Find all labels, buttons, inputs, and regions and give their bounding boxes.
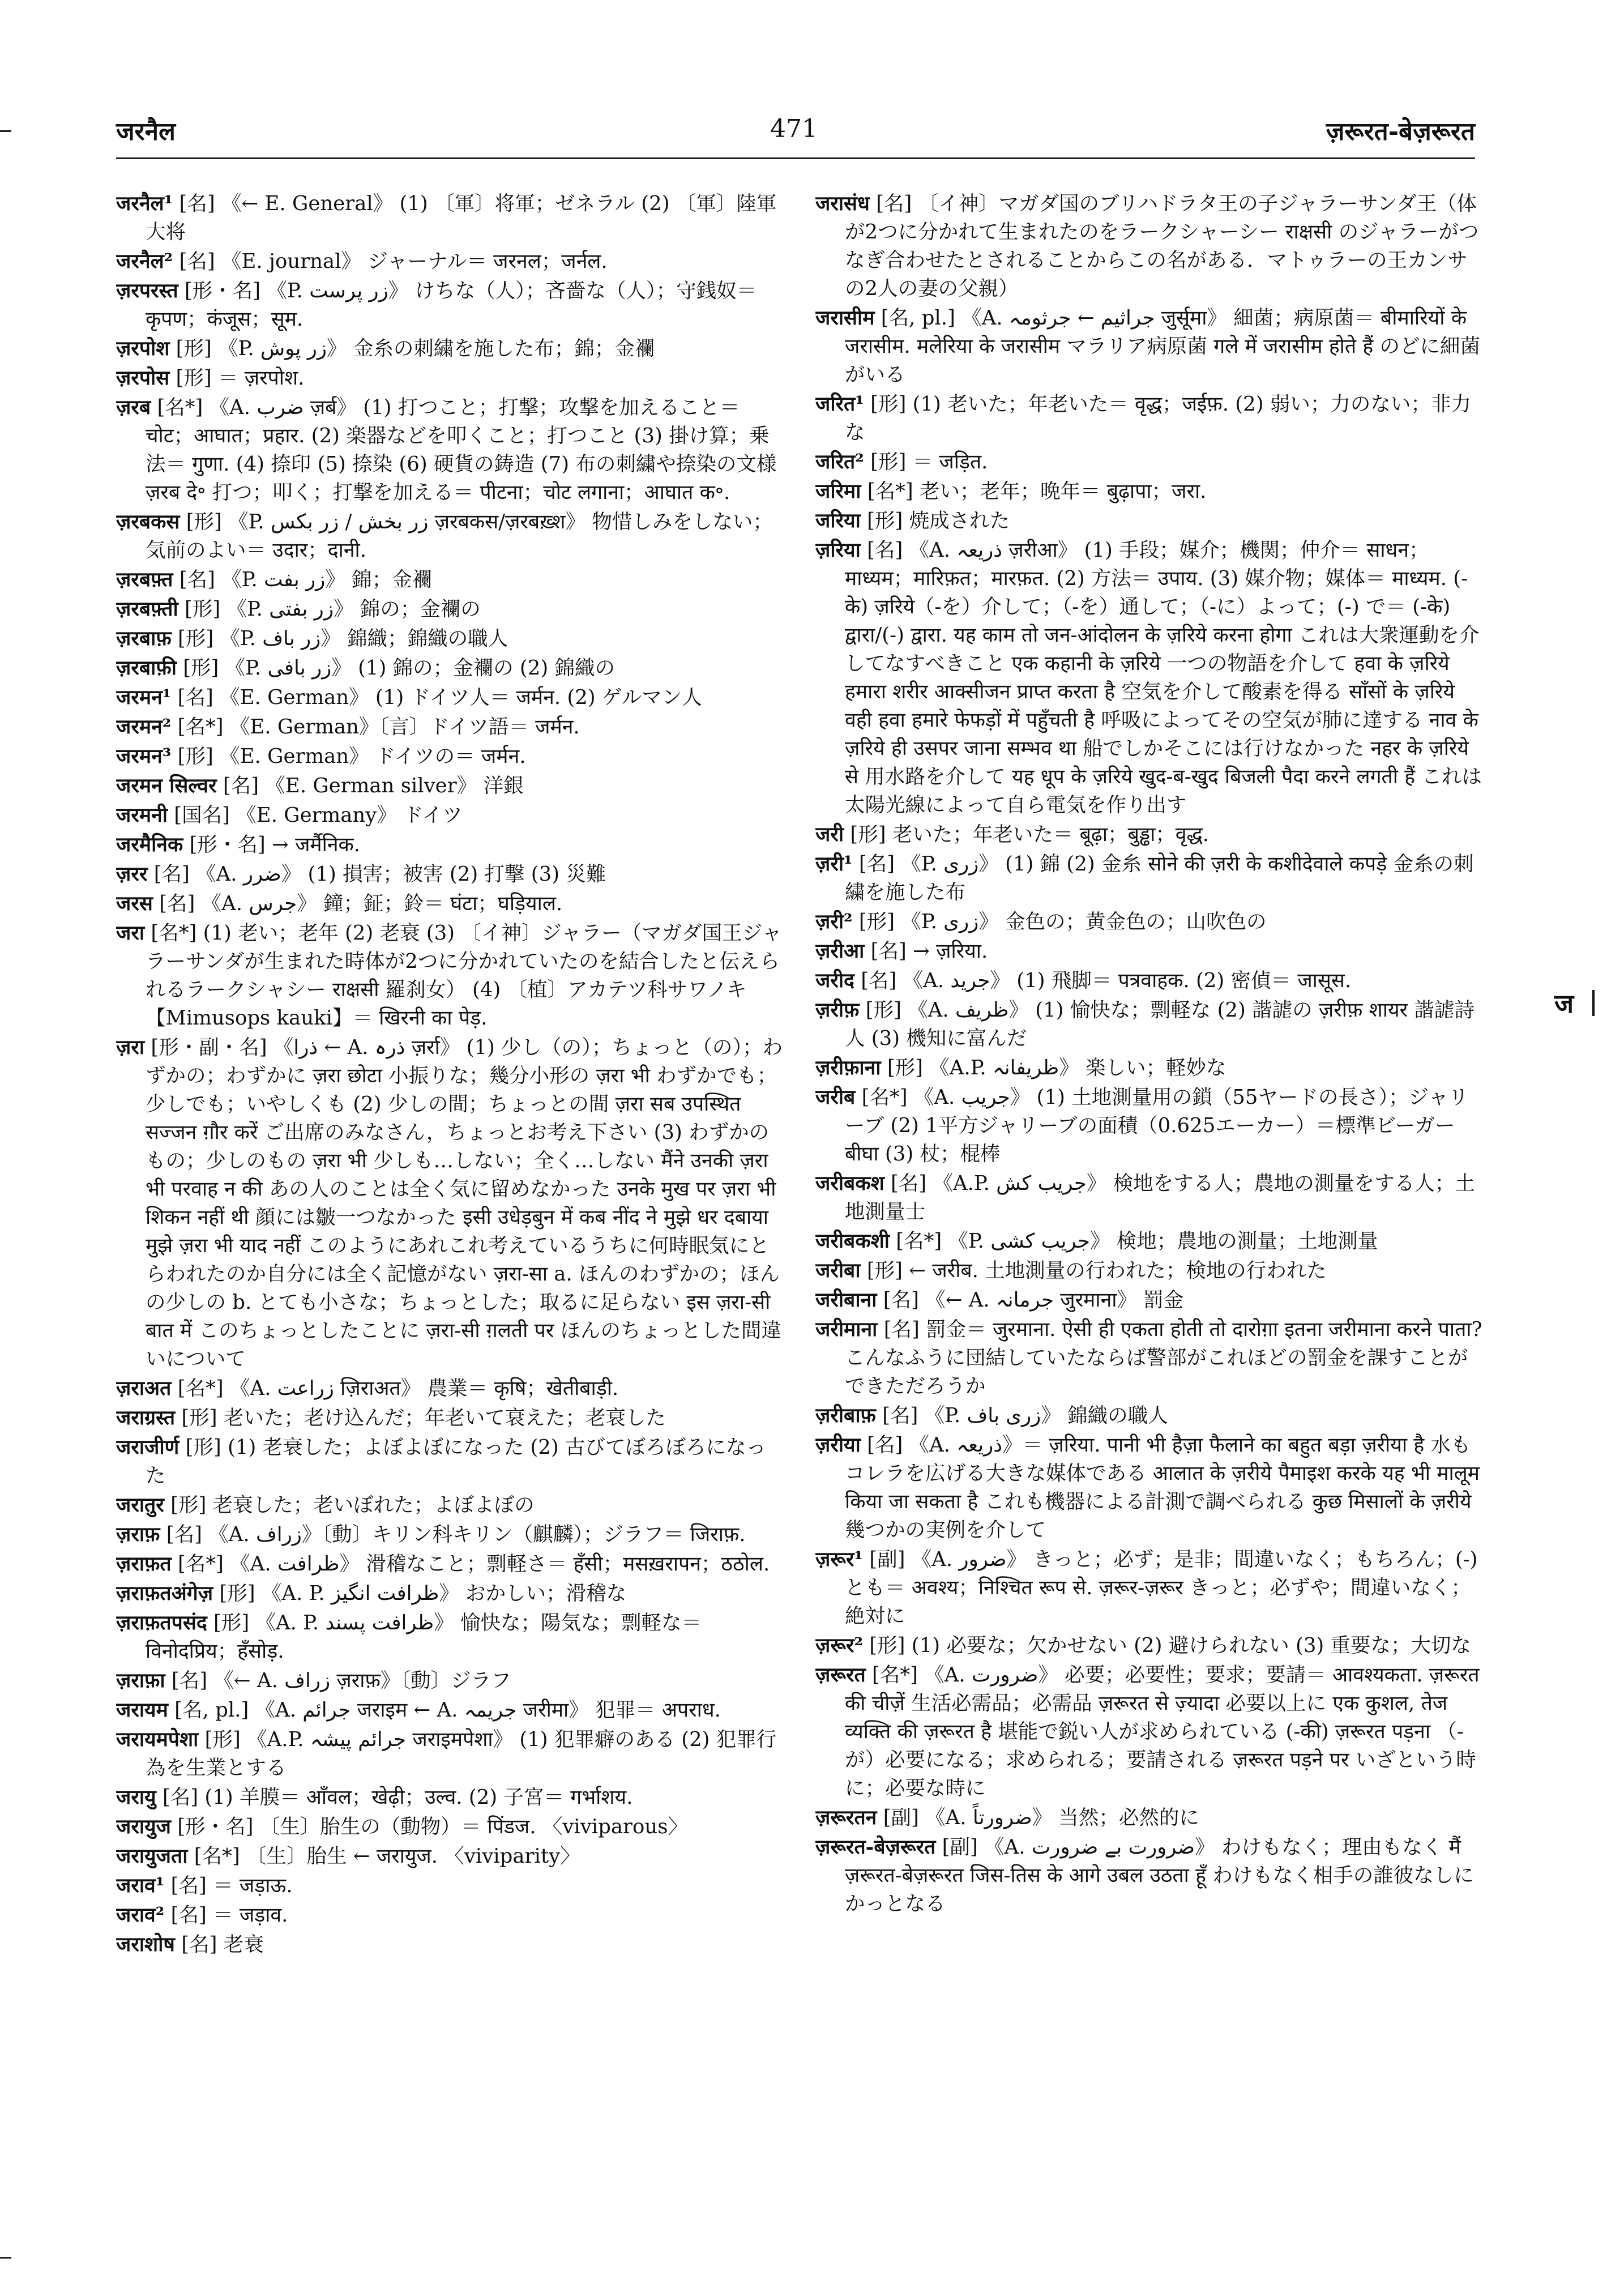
- dictionary-entry: [815, 850, 1484, 907]
- headword: जरी: [815, 823, 844, 846]
- dictionary-entry: [116, 831, 784, 859]
- headword: जरनैल²: [116, 250, 173, 273]
- headword: जरायुजता: [116, 1845, 188, 1868]
- headword: ज़रबाफ़: [116, 627, 172, 650]
- dictionary-entry: [815, 190, 1484, 303]
- definition: [形] 《P. زر بفتی》 錦の；金襴の: [185, 597, 481, 621]
- headword: ज़रीबाफ़: [815, 1404, 876, 1427]
- dictionary-entry: [116, 1521, 784, 1549]
- headword: ज़रिया: [815, 539, 861, 562]
- headword: जरासीम: [815, 306, 875, 330]
- definition: [名*] 〔生〕胎生 ← जरायुज. 〈viviparity〉: [194, 1845, 580, 1868]
- definition: [名] 《A. ضرر》 (1) 損害；被害 (2) 打撃 (3) 災難: [153, 863, 606, 886]
- definition: [形] ＝ ज़रपोश.: [176, 366, 305, 390]
- definition: [名*] 《A. ظرافت》 滑稽なこと；剽軽さ＝ हँसी；मसख़रापन；ठठोल.: [177, 1552, 770, 1576]
- left-edge-mark: [0, 130, 11, 132]
- headword: ज़रूरतन: [815, 1806, 877, 1829]
- dictionary-entry: [116, 1433, 784, 1490]
- headword: ज़रपोस: [116, 366, 170, 390]
- dictionary-entry: [815, 1431, 1484, 1544]
- headword: जराशोष: [116, 1933, 175, 1956]
- dictionary-entry: [116, 684, 784, 712]
- dictionary-entry: [815, 1402, 1484, 1430]
- headword: जरस: [116, 892, 153, 915]
- definition: [形] 《E. German》 ドイツの＝ जर्मन.: [177, 745, 526, 768]
- headword: ज़री²: [815, 910, 853, 933]
- dictionary-entry: [116, 1783, 784, 1812]
- dictionary-entry: [116, 1375, 784, 1403]
- definition: [形] 老衰した；老いぼれた；よぼよぼの: [170, 1493, 535, 1517]
- page-number: 471: [770, 114, 818, 143]
- headword: जरनैल¹: [116, 192, 173, 215]
- definition: [名] 《P. زر بفت》 錦；金襴: [179, 568, 433, 591]
- dictionary-entry: [116, 335, 784, 363]
- headword: ज़रपोश: [116, 337, 170, 360]
- headword: जरमन³: [116, 745, 172, 768]
- definition: [形] 《A. P. ظرافت انگیز》 おかしい；滑稽な: [219, 1582, 627, 1605]
- dictionary-entry: [815, 967, 1484, 995]
- dictionary-entry: [116, 1842, 784, 1871]
- thumb-index-letter: ज: [1554, 988, 1574, 1019]
- definition: [名*] (1) 老い；老年 (2) 老衰 (3) 〔イ神〕ジャラー（マガダ国王ジャラーサンダが生まれた時体が2つに分かれていたのを結合したと伝えられるラークシャシー राक्षसी 羅刹女） (4) 〔植〕アカテツ科サワノキ【Mimusops kauki】＝ खिरनी का पेड़.: [146, 921, 782, 1030]
- dictionary-entry: [815, 1170, 1484, 1226]
- definition: [形] 《A.P. جرائم پیشہ जराइमपेशा》 (1) 犯罪癖のある (2) 犯罪行為を生業とする: [146, 1728, 777, 1779]
- definition: [名*] 《A. زراعت ज़िराअत》 農業＝ कृषि；खेतीबाड़ी.: [177, 1377, 619, 1400]
- headword: जरित¹: [815, 392, 864, 416]
- definition: [名] 《A. ذریعہ ज़रीआ》 (1) 手段；媒介；機関；仲介＝ साधन；माध्यम；मारिफ़त；मारफ़त. (2) 方法＝ उपाय. (3) 媒介物；媒体＝ माध्यम. (-के) ज़रिये（-を）介して；（-を）通して；（-に）よって；(-) で＝ (-के) द्वारा/(-) द्वारा. यह काम तो जन-आंदोलन के ज़रिये करना होगा これは大衆運動を介してなすべきこと एक कहानी के ज़रिये 一つの物語を介して हवा के ज़रिये हमारा शरीर आक्सीजन प्राप्त करता है 空気を介して酸素を得る साँसों के ज़रिये वही हवा हमारे फेफड़ों में पहुँचती है 呼吸によってその空気が肺に達する नाव के ज़रिये ही उसपर जाना सम्भव था 船でしかそこには行けなかった नहर के ज़रिये से 用水路を介して यह धूप के ज़रिये खुद-ब-खुद बिजली पैदा करने लगती हैं これは太陽光線によって自ら電気を作り出す: [845, 539, 1482, 817]
- dictionary-entry: [815, 1804, 1484, 1832]
- dictionary-entry: [815, 996, 1484, 1053]
- headword: ज़राफ़त: [116, 1552, 172, 1576]
- dictionary-entry: [815, 448, 1484, 476]
- definition: [名] 《P. زری》 (1) 錦 (2) 金糸 सोने की ज़री के कशीदेवाले कपड़े 金糸の刺繍を施した布: [845, 852, 1474, 904]
- definition: [副] 《A. ضرورتاً》 当然；必然的に: [883, 1806, 1199, 1829]
- dictionary-entry: [815, 1257, 1484, 1285]
- dictionary-entry: [116, 190, 784, 246]
- definition: [形] 《P. زر بخش / زر بکس ज़रबकस/ज़रबख़्श》 物惜しみをしない；気前のよい＝ उदार；दानी.: [146, 510, 773, 562]
- dictionary-entry: [116, 1667, 784, 1695]
- definition: [副] 《A. ضرور》 きっと；必ず；是非；間違いなく；もちろん；(-) とも＝ अवश्य；निश्चित रूप से. ज़रूर-ज़रूर きっと；必ずや；間違いなく；絶対に: [845, 1548, 1478, 1628]
- thumb-index-bar: [1592, 990, 1595, 1016]
- definition: [名] 《← E. General》 (1) 〔軍〕将軍；ゼネラル (2) 〔軍〕陸軍大将: [146, 192, 777, 244]
- dictionary-entry: [116, 1404, 784, 1432]
- headword: ज़राफ़: [116, 1523, 160, 1546]
- headword: जरीमाना: [815, 1318, 878, 1341]
- definition: [名] 《E. German》 (1) ドイツ人＝ जर्मन. (2) ゲルマン人: [177, 686, 702, 709]
- headword: जरायु: [116, 1786, 156, 1809]
- headword: जरमन सिल्वर: [116, 774, 217, 797]
- dictionary-entry: [815, 390, 1484, 447]
- dictionary-entry: [116, 772, 784, 800]
- dictionary-entry: [116, 1813, 784, 1841]
- definition: [名*] 《A. ضرب ज़र्ब》 (1) 打つこと；打撃；攻撃を加えること＝ चोट；आघात；प्रहार. (2) 楽器などを叩くこと；打つこと (3) 掛け算；乗法＝ गुणा. (4) 捺印 (5) 捺染 (6) 硬貨の鋳造 (7) 布の刺繍や捺染の文様 ज़रब दे॰ 打つ；叩く；打撃を加える＝ पीटना；चोट लगाना；आघात क॰.: [146, 396, 777, 504]
- dictionary-entry: [116, 890, 784, 918]
- header-last-word: ज़रूरत-बेज़रूरत: [1326, 117, 1475, 146]
- headword: ज़रा: [116, 1036, 145, 1059]
- headword: जराजीर्ण: [116, 1436, 180, 1459]
- definition: [名*] 《P. جریب کشی》 検地；農地の測量；土地測量: [896, 1230, 1378, 1253]
- headword: ज़राफ़तपसंद: [116, 1611, 207, 1634]
- headword: ज़री¹: [815, 852, 853, 876]
- definition: [形] 《P. زری》 金色の；黄金色の；山吹色の: [858, 910, 1267, 933]
- dictionary-entry: [815, 908, 1484, 936]
- dictionary-entry: [116, 1609, 784, 1666]
- dictionary-entry: [116, 801, 784, 830]
- headword: ज़रूर¹: [815, 1548, 863, 1571]
- headword: ज़रर: [116, 863, 148, 886]
- headword: जरमन¹: [116, 686, 172, 709]
- dictionary-entry: [815, 1316, 1484, 1401]
- definition: [形] ← जरीब. 土地測量の行われた；検地の行われた: [866, 1259, 1327, 1282]
- dictionary-entry: [815, 937, 1484, 966]
- definition: [名*] 《A. جریب》 (1) 土地測量用の鎖（55ヤードの長さ）；ジャリーブ (2) 1平方ジャリーブの面積（0.625エーカー）＝標準ビーガー बीघा (3) 杖；棍棒: [845, 1086, 1469, 1166]
- definition: [名] 《A. جرید》 (1) 飛脚＝ पत्रवाहक. (2) 密偵＝ जासूस.: [861, 969, 1352, 992]
- headword: ज़रपरस्त: [116, 279, 178, 302]
- definition: [名] ＝ जड़ाव.: [170, 1903, 288, 1927]
- headword: ज़राफ़ा: [116, 1669, 165, 1692]
- headword: जरिया: [815, 509, 861, 532]
- dictionary-entry: [116, 595, 784, 624]
- headword: ज़रीया: [815, 1433, 861, 1457]
- dictionary-entry: [116, 1580, 784, 1608]
- dictionary-entry: [116, 1901, 784, 1930]
- dictionary-entry: [116, 566, 784, 594]
- headword: ज़रीफ़ाना: [815, 1056, 881, 1079]
- dictionary-entry: [815, 507, 1484, 535]
- header-first-word: जरनैल: [116, 117, 176, 146]
- definition: [形・名] 《P. زر پرست》 けちな（人）；吝嗇な（人）；守銭奴＝ कृपण；कंजूस；सूम.: [146, 279, 757, 331]
- dictionary-entry: [815, 1083, 1484, 1168]
- definition: [名] 《← A. زراف ज़राफ़》〔動〕ジラフ: [171, 1669, 511, 1692]
- dictionary-entry: [815, 477, 1484, 506]
- definition: [名] ＝ जड़ाऊ.: [170, 1874, 293, 1897]
- left-edge-mark: [0, 2257, 11, 2259]
- headword: ज़राफ़तअंगेज़: [116, 1582, 213, 1605]
- headword: जरीबाना: [815, 1288, 877, 1312]
- headword: जरीबा: [815, 1259, 861, 1282]
- dictionary-entry: [116, 364, 784, 392]
- definition: [形] 《A.P. ظریفانہ》 楽しい；軽妙な: [887, 1056, 1226, 1079]
- definition: [形] ＝ जड़ित.: [870, 450, 988, 473]
- dictionary-entry: [116, 1491, 784, 1520]
- dictionary-entry: [815, 1227, 1484, 1256]
- definition: [名, pl.] 《A. جراثیم ← جرثومہ जुर्सूमा》 細菌；病原菌＝ बीमारियों के जरासीम. मलेरिया के जरासीम マラリア病原菌 गले में जरासीम होते हैं のどに細菌がいる: [845, 306, 1481, 386]
- definition: [形・副・名] 《ذرا ← A. ذرہ ज़र्रा》 (1) 少し（の）；ちょっと（の）；わずかの；わずかに ज़रा छोटा 小振りな；幾分小形の ज़रा भी わずかでも；少しでも；いやしくも (2) 少しの間；ちょっとの間 ज़रा सब उपस्थित सज्जन ग़ौर करें ご出席のみなさん，ちょっとお考え下さい (3) わずかのもの；少しのもの ज़रा भी 少しも…しない；全く…しない मैंने उनकी ज़रा भी परवाह न की あの人のことは全く気に留めなかった उनके मुख पर ज़रा भी शिकन नहीं थी 顔には皺一つなかった इसी उधेड़बुन में कब नींद ने मुझे धर दबाया मुझे ज़रा भी याद नहीं このようにあれこれ考えているうちに何時眠気にとらわれたのか自分には全く記憶がない ज़रा-सा a. ほんのわずかの；ほんの少しの b. とても小さな；ちょっとした；取るに足らない इस ज़रा-सी बात में このちょっとしたことに ज़रा-सी ग़लती पर ほんのちょっとした間違いについて: [146, 1036, 783, 1371]
- definition: [名] 老衰: [181, 1933, 264, 1956]
- definition: [名] 罰金＝ जुरमाना. ऐसी ही एकता होती तो दारोग़ा इतना जरीमाना करने पाता? こんなふうに団結していたならば警部がこれほどの罰金を課すことができただろうか: [845, 1318, 1482, 1398]
- dictionary-entry: [116, 654, 784, 682]
- definition: [名*] 老い；老年；晩年＝ बुढ़ापा；जरा.: [867, 480, 1207, 503]
- definition: [形] (1) 老いた；年老いた＝ वृद्ध；जईफ़. (2) 弱い；力のない；非力な: [845, 392, 1471, 444]
- definition: [名] 《A.P. جریب کش》 検地をする人；農地の測量をする人；土地測量士: [845, 1172, 1475, 1223]
- headword: ज़रब: [116, 396, 151, 419]
- headword: जरित²: [815, 450, 864, 473]
- dictionary-entry: [815, 1286, 1484, 1314]
- headword: जरमैनिक: [116, 833, 183, 856]
- dictionary-entry: [116, 247, 784, 276]
- dictionary-entry: [815, 1054, 1484, 1082]
- headword: ज़रूरत: [815, 1663, 866, 1687]
- definition: [形・名] 〔生〕胎生の（動物）＝ पिंडज. 〈viviparous〉: [177, 1815, 688, 1838]
- definition: [名, pl.] 《A. جرائم जराइम ← A. جریمہ जरीमा》 犯罪＝ अपराध.: [174, 1698, 721, 1722]
- dictionary-entry: [116, 919, 784, 1032]
- definition: [名] (1) 羊膜＝ आँवल；खेढ़ी；उल्व. (2) 子宮＝ गर्भाशय.: [162, 1786, 633, 1809]
- definition: [副] 《A. ضرورت بے ضرورت》 わけもなく；理由もなく मैं ज़रूरत-बेज़रूरत जिस-तिस के आगे उबल उठता हूँ わけもなく相手の誰彼なしにかっとなる: [845, 1836, 1474, 1915]
- headword: ज़रीआ: [815, 940, 865, 963]
- dictionary-entry: [815, 304, 1484, 389]
- headword: जराव¹: [116, 1874, 165, 1897]
- headword: जरायमपेशा: [116, 1728, 199, 1751]
- headword: ज़रूर²: [815, 1634, 863, 1657]
- headword: जराव²: [116, 1903, 165, 1927]
- headword: जरायुज: [116, 1815, 171, 1838]
- definition: [名] 《E. German silver》 洋銀: [223, 774, 524, 797]
- definition: [形] (1) 必要な；欠かせない (2) 避けられない (3) 重要な；大切な: [869, 1634, 1472, 1657]
- headword: जरीबकश: [815, 1172, 884, 1195]
- dictionary-entry: [815, 1546, 1484, 1631]
- headword: जरातुर: [116, 1493, 164, 1517]
- definition: [形] 老いた；老け込んだ；年老いて衰えた；老衰した: [181, 1406, 666, 1429]
- page-header: [116, 113, 1475, 153]
- dictionary-entry: [116, 277, 784, 334]
- definition: [名] 《A. جرس》 鐘；鉦；鈴＝ घंटा；घड़ियाल.: [159, 892, 563, 915]
- dictionary-entry: [116, 1696, 784, 1725]
- headword: जरिमा: [815, 480, 861, 503]
- definition: [形] 《A. P. ظرافت پسند》 愉快な；陽気な；剽軽な＝ विनोदप्रिय；हँसोड़.: [146, 1611, 702, 1663]
- headword: ज़रीफ़: [815, 998, 860, 1022]
- definition: [形] 焼成された: [867, 509, 1010, 532]
- headword: जरीब: [815, 1086, 856, 1109]
- headword: ज़रूरत-बेज़रूरत: [815, 1836, 936, 1859]
- definition: [名] 《A. زراف》〔動〕キリン科キリン（麒麟）；ジラフ＝ जिराफ़.: [166, 1523, 746, 1546]
- dictionary-entry: [815, 1833, 1484, 1918]
- dictionary-entry: [116, 1931, 784, 1959]
- definition: [名] 〔イ神〕マガダ国のブリハドラタ王の子ジャラーサンダ王（体が2つに分かれて生まれたのをラークシャーシー राक्षसी のジャラーがつなぎ合わせたとされることからこの名がある．マトゥラーの王カンサの2人の妻の父親）: [845, 192, 1479, 300]
- definition: [形] 《P. زر بافی》 (1) 錦の；金襴の (2) 錦織の: [183, 656, 616, 680]
- headword: जरमन²: [116, 715, 172, 739]
- headword: ज़रबफ़्ती: [116, 597, 178, 621]
- definition: [形] 《A. ظریف》 (1) 愉快な；剽軽な (2) 諧謔の ज़रीफ़ शायर 諧謔詩人 (3) 機知に富んだ: [845, 998, 1475, 1050]
- dictionary-entry: [116, 508, 784, 565]
- headword: जरीद: [815, 969, 854, 992]
- definition: [名] → ज़रिया.: [870, 940, 988, 963]
- dictionary-entry: [116, 860, 784, 889]
- headword: जरा: [116, 921, 145, 945]
- dictionary-entry: [815, 1661, 1484, 1803]
- headword: ज़रबकस: [116, 510, 180, 533]
- headword: जराग्रस्त: [116, 1406, 176, 1429]
- definition: [形] 《P. زر باف》 錦織；錦織の職人: [178, 627, 508, 650]
- definition: [形・名] → जर्मैनिक.: [189, 833, 361, 856]
- definition: [形] (1) 老衰した；よぼよぼになった (2) 古びてぼろぼろになった: [146, 1436, 766, 1487]
- definition: [名*] 《A. ضرورت》 必要；必要性；要求；要請＝ आवश्यकता. ज़रूरत की चीज़ें 生活必需品；必需品 ज़रूरत से ज़्यादा 必要以上に एक कुशल, तेज व्यक्ति की ज़रूरत है 堪能で鋭い人が求められている (-की) ज़रूरत पड़ना （-が）必要になる；求められる；要請される ज़रूरत पड़ने पर いざという時に；必要な時に: [845, 1663, 1480, 1800]
- definition: [名] 《← A. جرمانہ जुरमाना》 罰金: [883, 1288, 1184, 1312]
- headword: जरासंध: [815, 192, 870, 215]
- dictionary-entry: [815, 821, 1484, 849]
- definition: [形] 《P. زر پوش》 金糸の刺繍を施した布；錦；金襴: [176, 337, 655, 360]
- definition: [名] 《P. زری باف》 錦織の職人: [882, 1404, 1168, 1427]
- dictionary-entry: [815, 536, 1484, 820]
- dictionary-entry: [116, 742, 784, 771]
- dictionary-entry: [116, 625, 784, 653]
- dictionary-entry: [116, 1034, 784, 1373]
- header-rule: [116, 157, 1475, 159]
- headword: ज़रबफ़्त: [116, 568, 173, 591]
- headword: जरमनी: [116, 804, 168, 827]
- dictionary-entry: [116, 1726, 784, 1782]
- headword: जरायम: [116, 1698, 168, 1722]
- headword: ज़राअत: [116, 1377, 172, 1400]
- headword: ज़रबाफ़ी: [116, 656, 177, 680]
- definition: [形] 老いた；年老いた＝ बूढ़ा；बुड्ढा；वृद्ध.: [850, 823, 1210, 846]
- dictionary-entry: [116, 1550, 784, 1578]
- dictionary-entry: [116, 394, 784, 507]
- right-column: [815, 190, 1484, 2274]
- dictionary-entry: [116, 1872, 784, 1900]
- dictionary-entry: [116, 713, 784, 741]
- left-column: [116, 190, 784, 2274]
- definition: [名] 《A. ذریعہ》＝ ज़रिया. पानी भी हैज़ा फैलाने का बहुत बड़ा ज़रीया है 水もコレラを広げる大きな媒体である आलात के ज़रीये पैमाइश करके यह भी मालूम किया जा सकता है これも機器による計測で調べられる कुछ मिसालों के ज़रीये 幾つかの実例を介して: [845, 1433, 1480, 1542]
- definition: [名] 《E. journal》 ジャーナル＝ जरनल；जर्नल.: [179, 250, 608, 273]
- definition: [名*] 《E. German》〔言〕ドイツ語＝ जर्मन.: [177, 715, 580, 739]
- definition: [国名] 《E. Germany》 ドイツ: [174, 804, 463, 827]
- dictionary-entry: [815, 1632, 1484, 1660]
- headword: जरीबकशी: [815, 1230, 890, 1253]
